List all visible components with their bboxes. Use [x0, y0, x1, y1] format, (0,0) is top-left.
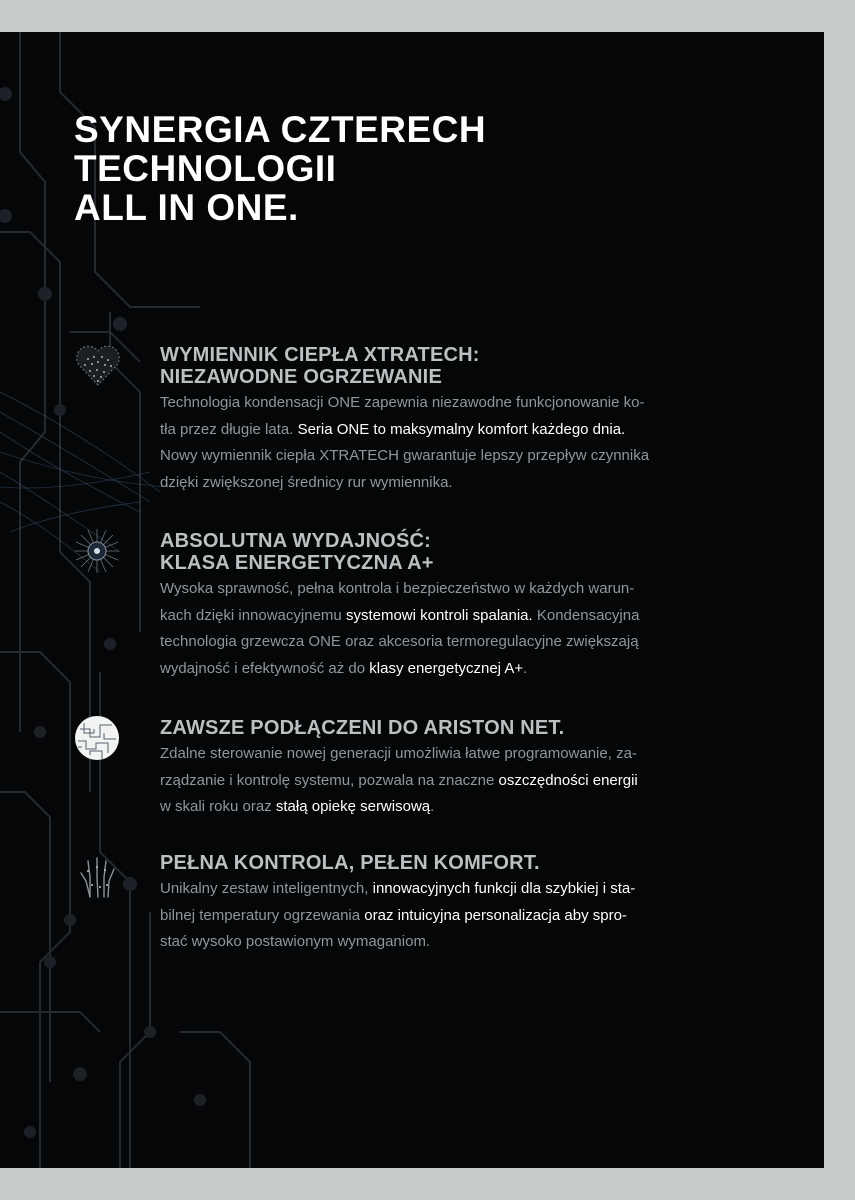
page-headline — [74, 110, 486, 227]
body-line — [160, 929, 760, 956]
body-text-segment: Nowy wymiennik ciepła XTRATECH gwarantuje lepszy przepływ czynnika — [160, 447, 650, 464]
body-text-segment: w skali roku oraz — [160, 798, 276, 815]
body-text-segment: bilnej temperatury ogrzewania — [160, 906, 361, 924]
section-title-line: ZAWSZE PODŁĄCZENI DO ARISTON NET. — [160, 717, 565, 739]
section-title — [160, 530, 760, 574]
network-icon — [74, 715, 120, 761]
feature-section — [160, 717, 760, 821]
brochure-page — [0, 32, 824, 1168]
body-line — [160, 470, 760, 497]
body-line — [160, 903, 760, 930]
section-title-line: KLASA ENERGETYCZNA A+ — [160, 552, 434, 574]
body-text-segment: Unikalny zestaw inteligentnych, — [160, 880, 373, 897]
body-text-segment: oraz intuicyjna personalizacja aby spro- — [360, 906, 627, 924]
body-text-segment: innowacyjnych funkcji dla szybkiej i sta- — [372, 880, 636, 897]
section-body — [160, 390, 760, 496]
body-line — [160, 794, 760, 821]
body-line — [160, 390, 760, 417]
feature-section — [160, 852, 760, 956]
body-text-segment: Wysoka sprawność, pełna kontrola i bezpieczeństwo w każdych warun- — [160, 580, 635, 597]
body-line — [160, 443, 760, 470]
body-text-segment: Technologia kondensacji ONE zapewnia niezawodne funkcjonowanie ko- — [160, 394, 645, 411]
body-line — [160, 629, 760, 656]
body-line — [160, 603, 760, 630]
body-text-segment: wydajność i efektywność aż do — [160, 659, 370, 677]
body-text-segment: rządzanie i kontrolę systemu, pozwala na znaczne — [160, 771, 499, 789]
section-title-line: NIEZAWODNE OGRZEWANIE — [160, 366, 442, 388]
body-line — [160, 576, 760, 603]
section-title-line: WYMIENNIK CIEPŁA XTRATECH: — [160, 344, 480, 366]
feature-section — [160, 344, 760, 496]
body-text-segment: Zdalne sterowanie nowej generacji umożliwia łatwe programowanie, za- — [160, 745, 637, 762]
body-text-segment: klasy energetycznej A+ — [369, 659, 524, 677]
body-line — [160, 876, 760, 903]
body-text-segment: stałą opiekę serwisową — [275, 798, 431, 815]
body-text-segment: systemowi kontroli spalania. — [345, 606, 533, 624]
body-text-segment: . — [430, 798, 435, 815]
headline-line-1: SYNERGIA CZTERECH — [74, 109, 487, 150]
body-text-segment: Kondensacyjna — [532, 606, 640, 624]
body-text-segment: tła przez długie lata. — [160, 420, 298, 438]
hand-icon — [78, 855, 118, 899]
section-body — [160, 876, 760, 956]
body-text-segment: Seria ONE to maksymalny komfort każdego dnia. — [297, 420, 626, 438]
section-title-line: PEŁNA KONTROLA, PEŁEN KOMFORT. — [160, 852, 540, 874]
body-text-segment: stać wysoko postawionym wymaganiom. — [160, 933, 431, 950]
headline-line-3: ALL IN ONE. — [74, 187, 299, 228]
section-body — [160, 741, 760, 821]
body-text-segment: . — [523, 659, 528, 677]
feature-section — [160, 530, 760, 682]
section-title-line: ABSOLUTNA WYDAJNOŚĆ: — [160, 530, 432, 552]
section-title — [160, 852, 760, 874]
heart-icon — [74, 343, 122, 387]
efficiency-icon — [74, 528, 120, 574]
body-line — [160, 656, 760, 683]
section-title — [160, 344, 760, 388]
section-title — [160, 717, 760, 739]
body-text-segment: dzięki zwiększonej średnicy rur wymiennika. — [160, 473, 453, 491]
body-text-segment: kach dzięki innowacyjnemu — [160, 606, 346, 624]
section-body — [160, 576, 760, 682]
headline-line-2: TECHNOLOGII — [74, 148, 337, 189]
body-line — [160, 768, 760, 795]
body-text-segment: technologia grzewcza ONE oraz akcesoria termoregulacyjne zwiększają — [160, 633, 639, 650]
body-text-segment: oszczędności energii — [498, 771, 638, 789]
body-line — [160, 741, 760, 768]
body-line — [160, 417, 760, 444]
